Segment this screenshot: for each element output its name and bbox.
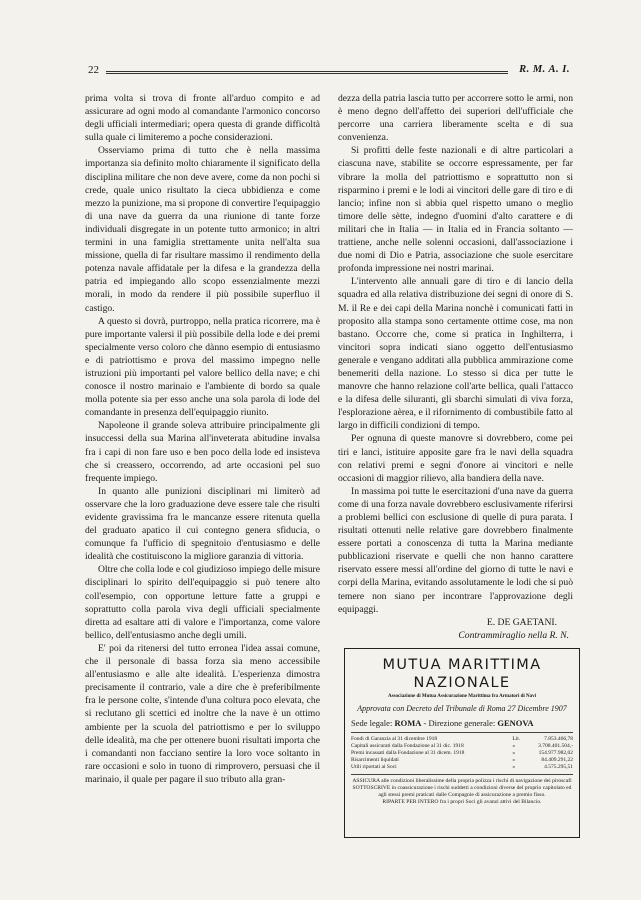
paragraph: Per ognuna di queste manovre si dovrebbero, come pei tiri e lanci, istituire apposite gare fra le navi della squadra con relativi premi e segni d'onore ai vincitori e nelle occasioni di maggior rilievo, alla bandiera della nave. bbox=[338, 433, 573, 484]
paragraph: Oltre che colla lode e col giudizioso impiego delle misure disciplinari lo spirito dell'equipaggio si può tenere alto coll'esempio, con opportune letture fatte a gruppi e soprattutto colla parola viva degli ufficiali specialmente diretta ad esaltare atti di valore e l'importanza, come valore bellico, dell'entusiasmo anche degli umili. bbox=[85, 564, 320, 641]
row-label: Fondi di Garanzia al 31 dicembre 1918 bbox=[351, 735, 438, 742]
paragraph: L'intervento alle annuali gare di tiro e di lancio della squadra ed alla relativa distribuzione dei segni di onore di S. M. il Re e dei capi della Marina nonchè i comunicati fatti in proposito alla stampa sono certamente ottime cose, ma non bastano. Occorre che, come si pratica in Inghilterra, i vincitori sopra indicati siano oggetto dell'entusiasmo generale e vengano additati alla pubblica ammirazione come benemeriti della nazione. Lo stesso si dica per tutte le manovre che hanno relazione coll'arte bellica, quali l'attacco e la difesa delle siluranti, gli sbarchi simulati di viva forza, l'esplorazione aèrea, e il rifornimento di combustibile fatto al largo in difficili condizioni di tempo. bbox=[338, 276, 573, 432]
advertisement-box bbox=[344, 648, 580, 838]
financial-table bbox=[351, 736, 573, 771]
direction-city: GENOVA bbox=[497, 717, 534, 728]
paragraph: Napoleone il grande soleva attribuire principalmente gli insuccessi della sua Marina all'inveterata abitudine invalsa fra i capi di non fare uso e ben poco della lode ed insisteva che si creassero, occorrendo, ad arte occasioni pel suo frequente impiego. bbox=[85, 420, 320, 484]
direction-label: Direzione generale: bbox=[428, 717, 496, 728]
ad-note: RIPARTE PER INTERO fra i propri Soci gli avanzi attivi del Bilancio. bbox=[382, 799, 542, 806]
row-unit: Lit. bbox=[512, 735, 521, 742]
author-name: E. DE GAETANI. bbox=[486, 616, 557, 628]
right-column bbox=[338, 92, 573, 642]
row-unit: » bbox=[512, 763, 516, 770]
left-column bbox=[85, 92, 320, 786]
table-row bbox=[351, 764, 573, 771]
row-unit: » bbox=[512, 749, 516, 756]
row-value: 3.708.401.504,- bbox=[538, 742, 573, 749]
ad-approval: Approvata con Decreto del Tribunale di Roma 27 Dicembre 1907 bbox=[357, 703, 567, 713]
paragraph: Osserviamo prima di tutto che è nella massima importanza sia definito molto chiaramente il significato della disciplina militare che non deve avere, come da non pochi si crede, quale unico risultato la cieca ubbidienza e come mezzo la punizione, ma si propone di convertire l'equipaggio di una nave da guerra da una riunione di tante forze individuali disgregate in un potente tutto armonico; in altri termini in una famiglia strettamente unita nell'alta sua missione, quella di far risultare massimo il rendimento della potenza navale affidatale per la difesa e la grandezza della patria ed impiegando allo scopo essenzialmente mezzi morali, in modo da rendere il più possibile superfluo il castigo. bbox=[85, 145, 320, 314]
row-label: Risarcimenti liquidati bbox=[351, 756, 399, 763]
row-value: 84.409.291,22 bbox=[541, 756, 573, 763]
row-unit: » bbox=[512, 742, 516, 749]
table-row bbox=[351, 736, 573, 743]
paragraph: A questo si dovrà, purtroppo, nella pratica ricorrere, ma è pure importante valersi il più possibile della lode e dei premi specialmente verso coloro che dànno esempio di entusiasmo e di patriottismo e prova del massimo impegno nelle istruzioni più importanti pel valore bellico della nave; e chi conosce il nostro marinaio e l'ambiente di bordo sa quale molla potente sia per esso anche una sola parola di lode del comandante in presenza dell'equipaggio riunito. bbox=[85, 315, 320, 419]
sede-city: ROMA bbox=[394, 717, 422, 728]
row-value: 7.853.466,78 bbox=[544, 735, 573, 742]
page-number: 22 bbox=[88, 64, 99, 76]
table-row bbox=[351, 750, 573, 757]
row-value: 4.575.295,51 bbox=[544, 763, 573, 770]
row-label: Premi incassati dalla Fondazione al 31 dicem. 1918 bbox=[351, 749, 465, 756]
journal-title: R. M. A. I. bbox=[519, 64, 570, 75]
ad-subtitle: Associazione di Mutua Assicurazione Marittima fra Armatori di Navi bbox=[387, 694, 537, 699]
row-label: Capitali assicurati dalla Fondazione al 31 dic. 1918 bbox=[351, 742, 464, 749]
paragraph: In quanto alle punizioni disciplinari mi limiterò ad osservare che la loro graduazione deve essere tale che risulti evidente gravissima fra le mancanze essere ritenuta quella del graduato apatico il cui contegno genera sfiducia, o comunque fa l'ufficio di spegnitoio d'entusiasmo e delle idealità che costituiscono la migliore garanzia di vittoria. bbox=[85, 485, 320, 563]
ad-headquarters: Sede legale: ROMA - Direzione generale: GENOVA bbox=[351, 718, 573, 733]
table-row bbox=[351, 743, 573, 750]
paragraph: dezza della patria lascia tutto per accorrere sotto le armi, non è meno degno dell'affetto dei superiori dell'ufficiale che percorre una carriera liberamente scelta e di sua convenienza. bbox=[338, 93, 573, 144]
paragraph: prima volta si trova di fronte all'arduo compito e ad assicurare ad ogni modo al comandante l'armonico concorso degli ufficiali intermediari; opera questa di grande difficoltà sulla quale ci limiteremo a poche considerazioni. bbox=[85, 93, 320, 144]
sede-label: Sede legale: bbox=[351, 717, 393, 728]
row-unit: » bbox=[512, 756, 516, 763]
row-value: 154.977.982,02 bbox=[538, 749, 573, 756]
paragraph: E' poi da ritenersi del tutto erronea l'idea assai comune, che il personale di bassa forza sia meno accessibile all'entusiasmo e alle alte idealità. L'esperienza dimostra precisamente il contrario, vale a dire che è preferibilmente fra le persone colte, s'intende d'una coltura poco elevata, che si reclutano gli scettici ed inoltre che la nave è un ottimo ambiente per la scuola del patriottismo e per lo sviluppo delle idealità, ma che per ottenere buoni risultati importa che i comandanti non facciano sentire la loro voce soltanto in rare occasioni e solo in tuono di rimprovero, persuasi che il marinaio, il quale per pagare il suo tributo alla gran- bbox=[85, 642, 320, 785]
author-rank: Contrammiraglio nella R. N. bbox=[458, 629, 569, 641]
paragraph: In massima poi tutte le esercitazioni d'una nave da guerra come di una forza navale dovrebbero esclusivamente riferirsi a problemi bellici con esclusione di quelle di pura parata. I risultati ottenuti nelle relative gare dovrebbero finalmente essere portati a conoscenza di tutta la Marina mediante pubblicazioni riservate e quelli che non hanno carattere riservato essere messi all'ordine del giorno di tutte le navi e corpi della Marina, evitando assolutamente le lodi che si può temere non siano per incontrare l'approvazione degli equipaggi. bbox=[338, 485, 573, 615]
ad-note: ASSICURA alle condizioni liberalissime della propria polizza i rischi di navigazione dei piroscafi bbox=[352, 777, 572, 784]
ad-divider bbox=[351, 774, 573, 775]
table-row bbox=[351, 757, 573, 764]
ad-title: MUTUA MARITTIMA NAZIONALE bbox=[382, 657, 542, 691]
page-header bbox=[88, 64, 570, 80]
header-rule bbox=[106, 71, 508, 74]
ad-note: SOTTOSCRIVE in coassicurazione i rischi suddetti a condizioni diverse del proprio capitolato ed agli stessi premi praticati dalle Compagnie di assicurazione a premio fisso. bbox=[352, 784, 572, 798]
row-label: Utili riportati ai Soci bbox=[351, 763, 397, 770]
paragraph: Si profitti delle feste nazionali e di altre particolari a ciascuna nave, stabilite se occorre espressamente, per far vibrare la molla del patriottismo e soprattutto non si risparmino i premi e le lodi ai vincitori delle gare di tiro e di lancio; infine non si abbia quel rispetto umano o meglio timore delle sètte, indegno d'uomini d'alto carattere e di militari che in Italia — in Italia ed in Francia soltanto — trattiene, anche nelle solenni occasioni, dall'associazione i due nomi di Dio e Patria, associazione che suole esercitare profonda impressione nei nostri marinai. bbox=[338, 145, 573, 275]
